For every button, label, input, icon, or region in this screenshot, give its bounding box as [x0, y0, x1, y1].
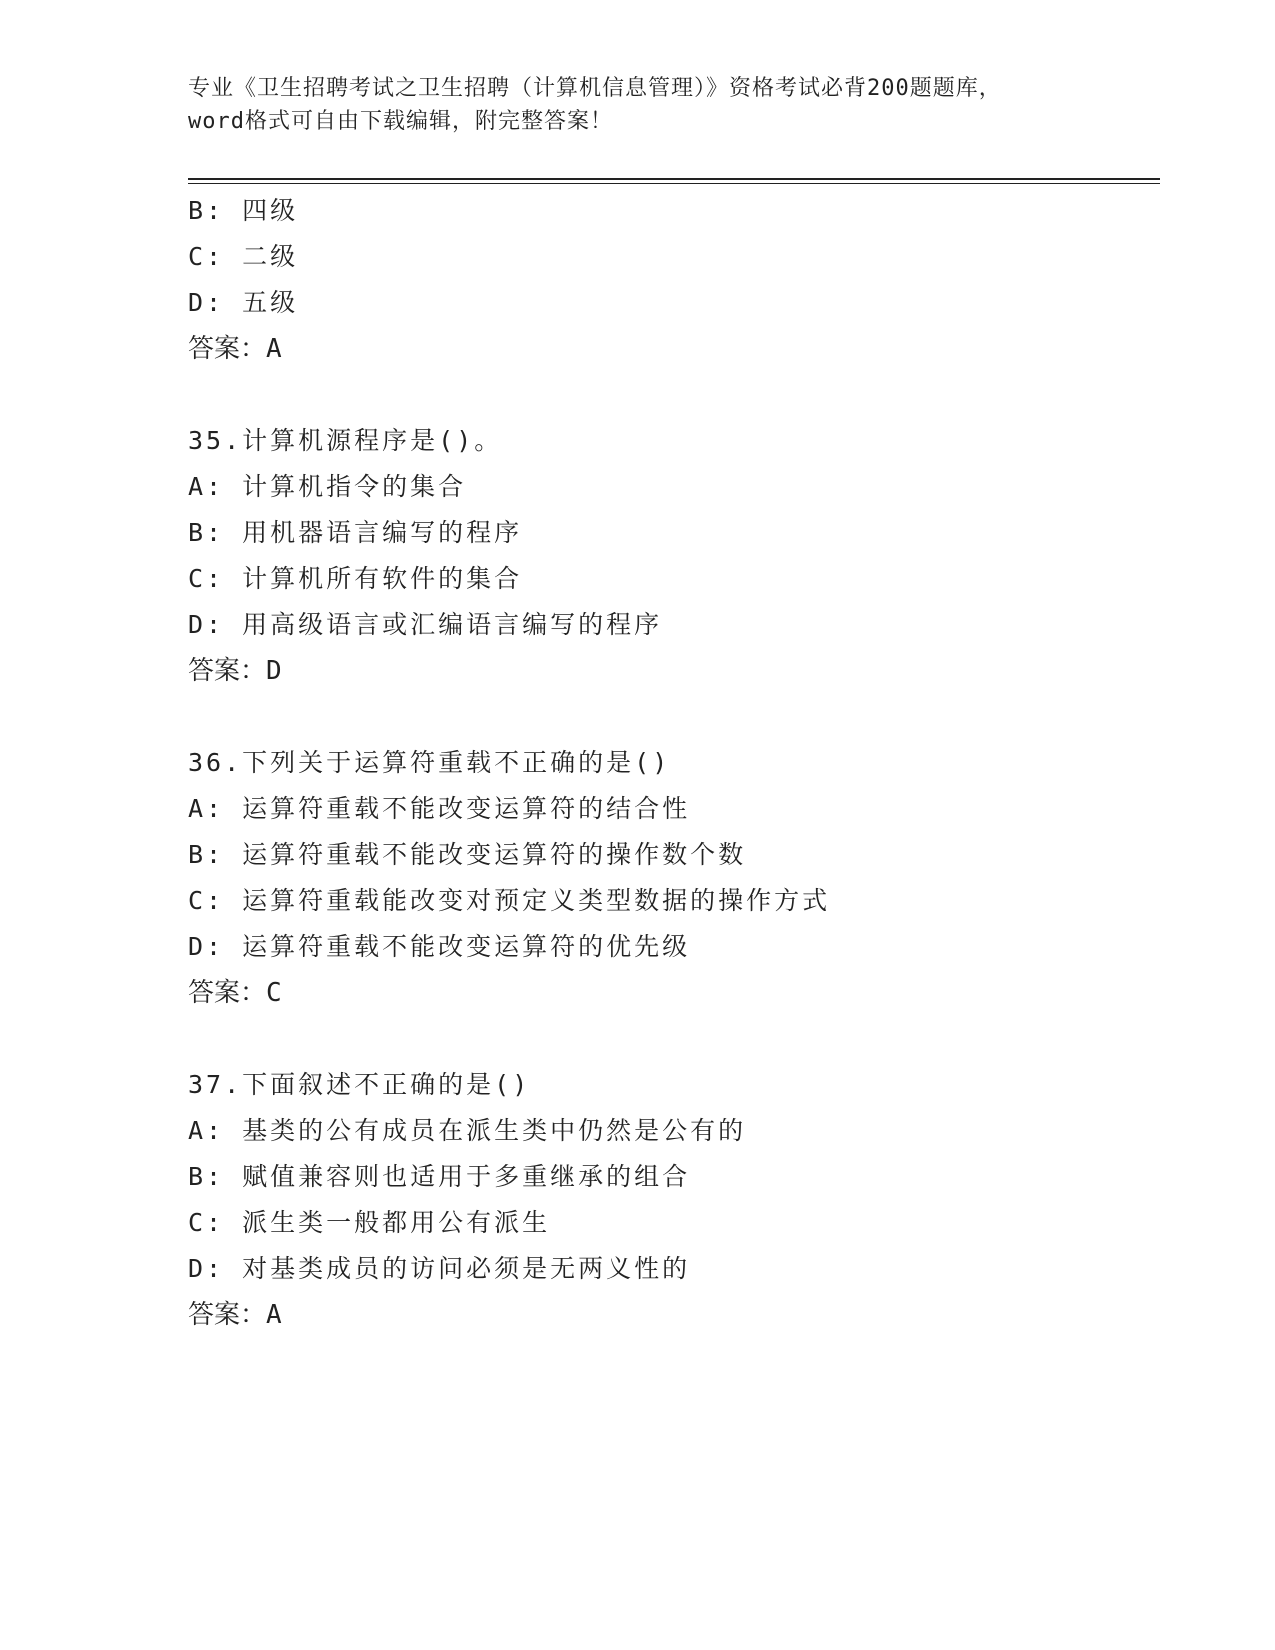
answer-label: 答案： — [188, 656, 267, 686]
option-text: 派生类一般都用公有派生 — [242, 1208, 551, 1237]
option-a — [188, 1108, 1148, 1154]
document-header — [188, 72, 1088, 138]
option-d — [188, 602, 1148, 648]
option-a — [188, 464, 1148, 510]
question-block-partial — [188, 188, 1148, 372]
question-block — [188, 418, 1148, 694]
option-text: 用高级语言或汇编语言编写的程序 — [242, 610, 663, 639]
option-c — [188, 878, 1148, 924]
option-label: D: — [188, 932, 225, 961]
question-block — [188, 1062, 1148, 1338]
answer-line — [188, 970, 1148, 1016]
option-text: 用机器语言编写的程序 — [242, 518, 523, 547]
option-label: A: — [188, 794, 225, 823]
option-text: 对基类成员的访问必须是无两义性的 — [242, 1254, 691, 1283]
question-block — [188, 740, 1148, 1016]
option-label: C: — [188, 564, 225, 593]
option-text: 计算机所有软件的集合 — [242, 564, 523, 593]
answer-value: A — [266, 334, 282, 364]
option-label: B: — [188, 840, 225, 869]
option-label: C: — [188, 1208, 225, 1237]
option-text: 赋值兼容则也适用于多重继承的组合 — [242, 1162, 691, 1191]
option-label: B: — [188, 1162, 225, 1191]
option-c — [188, 556, 1148, 602]
option-label: D: — [188, 1254, 225, 1283]
option-text: 运算符重载不能改变运算符的结合性 — [242, 794, 691, 823]
answer-label: 答案： — [188, 334, 267, 364]
option-text: 二级 — [242, 242, 299, 271]
option-b — [188, 1154, 1148, 1200]
answer-line — [188, 1292, 1148, 1338]
answer-value: D — [266, 656, 282, 686]
question-stem: 36.下列关于运算符重载不正确的是() — [188, 748, 671, 777]
option-c — [188, 1200, 1148, 1246]
option-label: B: — [188, 196, 225, 225]
answer-value: C — [266, 978, 282, 1008]
answer-line — [188, 326, 1148, 372]
header-line-1: 专业《卫生招聘考试之卫生招聘（计算机信息管理）》资格考试必背200题题库， — [188, 76, 1002, 101]
option-text: 运算符重载不能改变运算符的优先级 — [242, 932, 691, 961]
option-label: C: — [188, 242, 225, 271]
option-text: 基类的公有成员在派生类中仍然是公有的 — [242, 1116, 747, 1145]
option-a — [188, 786, 1148, 832]
option-label: D: — [188, 610, 225, 639]
option-label: C: — [188, 886, 225, 915]
option-text: 四级 — [242, 196, 299, 225]
option-text: 运算符重载能改变对预定义类型数据的操作方式 — [242, 886, 831, 915]
answer-label: 答案： — [188, 1300, 267, 1330]
header-divider-thin — [188, 183, 1160, 184]
option-text: 运算符重载不能改变运算符的操作数个数 — [242, 840, 747, 869]
option-b — [188, 832, 1148, 878]
option-d — [188, 924, 1148, 970]
option-c — [188, 234, 1148, 280]
option-b — [188, 188, 1148, 234]
option-label: B: — [188, 518, 225, 547]
option-label: A: — [188, 1116, 225, 1145]
option-label: A: — [188, 472, 225, 501]
question-stem: 37.下面叙述不正确的是() — [188, 1070, 531, 1099]
question-stem: 35.计算机源程序是()。 — [188, 426, 503, 455]
answer-label: 答案： — [188, 978, 267, 1008]
option-b — [188, 510, 1148, 556]
answer-value: A — [266, 1300, 282, 1330]
option-text: 计算机指令的集合 — [242, 472, 467, 501]
option-label: D: — [188, 288, 225, 317]
option-text: 五级 — [242, 288, 299, 317]
option-d — [188, 280, 1148, 326]
question-list — [188, 188, 1148, 1338]
answer-line — [188, 648, 1148, 694]
header-line-2: word格式可自由下载编辑，附完整答案！ — [188, 109, 613, 134]
header-divider-thick — [188, 178, 1160, 180]
option-d — [188, 1246, 1148, 1292]
